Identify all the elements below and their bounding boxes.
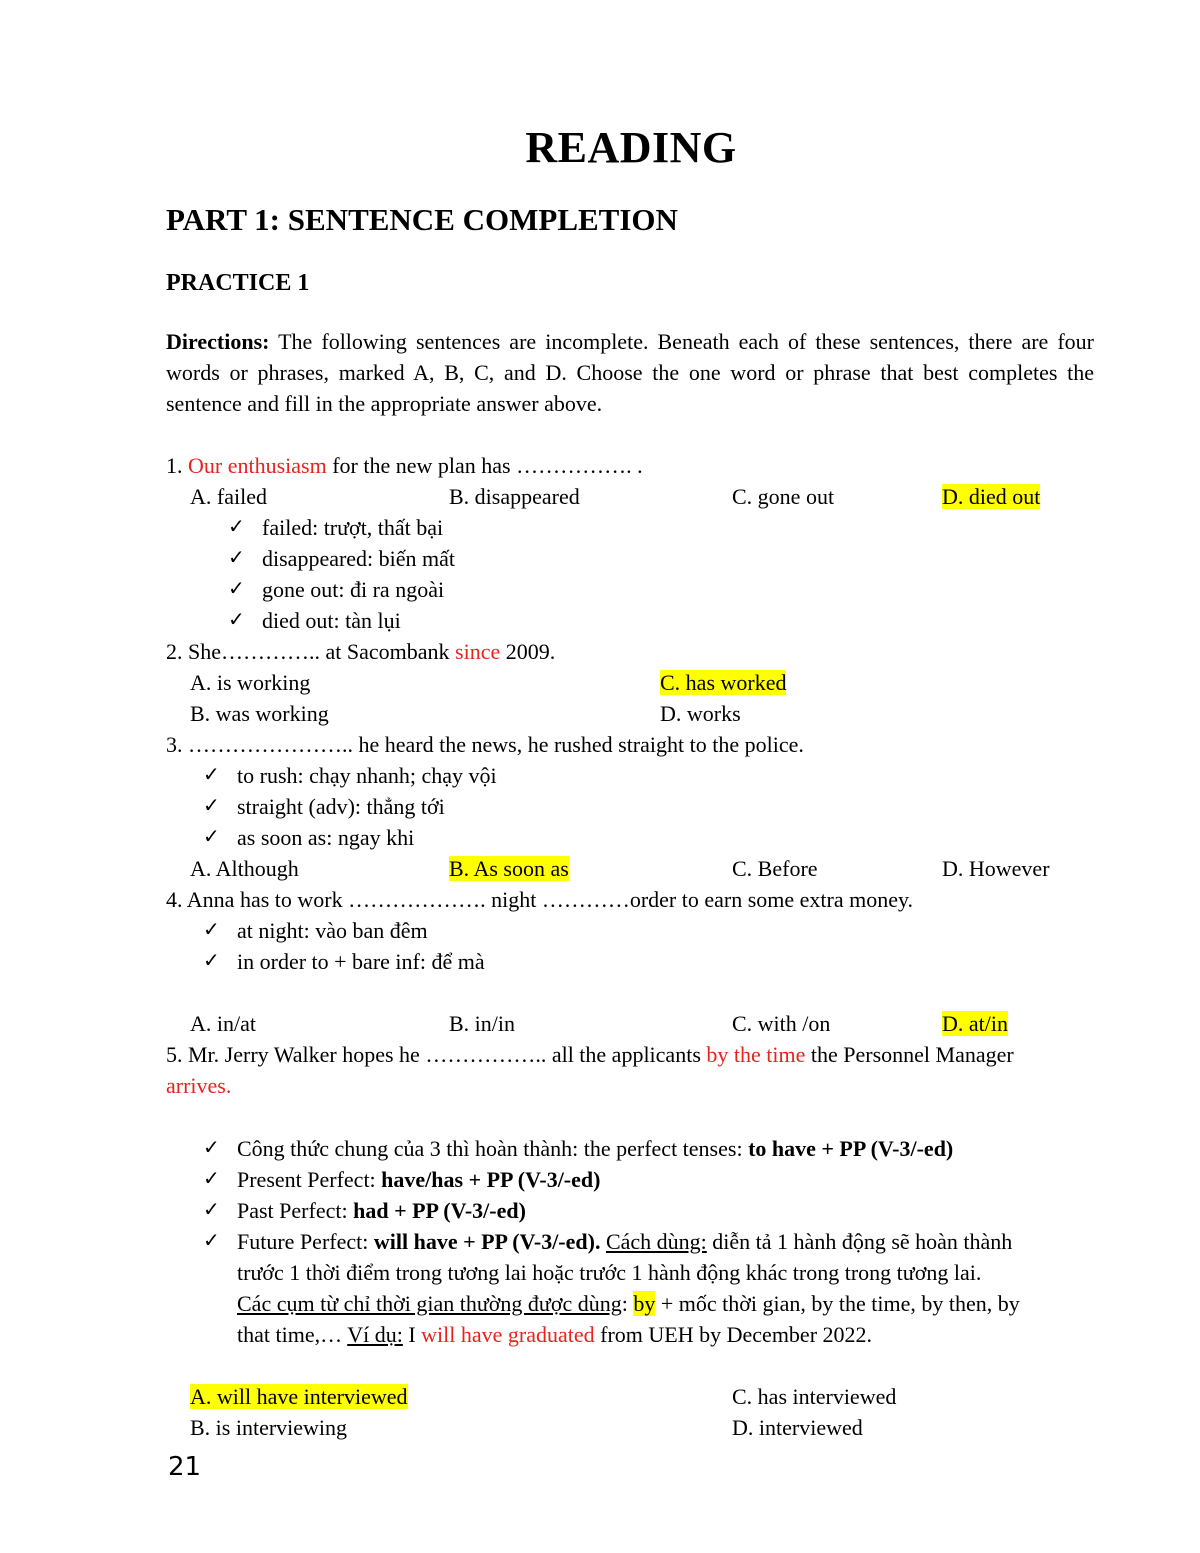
q3-option-b bbox=[449, 853, 569, 884]
q5-note-continued: trước 1 thời điểm trong tương lai hoặc trước 1 hành động khác trong trong tương lai. bbox=[237, 1260, 982, 1285]
q4-option-b: B. in/in bbox=[449, 1011, 516, 1036]
q4-option-a: A. in/at bbox=[190, 1011, 256, 1036]
directions-text: The following sentences are incomplete. Beneath each of these sentences, there are four words or phrases, marked A, B, C, and D. Choose the one word or phrase that best completes the sentence and fill in the appropriate answer above. bbox=[166, 329, 1094, 416]
q3-note: as soon as: ngay khi bbox=[237, 825, 415, 850]
page-number: 21 bbox=[168, 1452, 202, 1482]
q4-option-c: C. with /on bbox=[732, 1011, 831, 1036]
answer-highlight: B. As soon as bbox=[449, 856, 569, 881]
part-heading: PART 1: SENTENCE COMPLETION bbox=[166, 202, 678, 237]
check-icon: ✓ bbox=[203, 764, 220, 786]
q5-note: Past Perfect: had + PP (V-3/-ed) bbox=[237, 1198, 526, 1223]
answer-highlight: C. has worked bbox=[660, 670, 787, 695]
check-icon: ✓ bbox=[203, 1199, 220, 1221]
q2-option-c bbox=[660, 667, 786, 698]
q1-note: disappeared: biến mất bbox=[262, 546, 456, 571]
question-4: 4. Anna has to work ………………. night …………order to earn some extra money. bbox=[166, 887, 914, 912]
question-2: 2. She………….. at Sacombank since 2009. bbox=[166, 639, 556, 664]
check-icon: ✓ bbox=[228, 547, 245, 569]
q3-option-a: A. Although bbox=[190, 856, 299, 881]
directions-paragraph bbox=[166, 326, 1094, 419]
check-icon: ✓ bbox=[203, 919, 220, 941]
q5-highlight-text: by the time bbox=[706, 1042, 806, 1067]
q2-option-b: B. was working bbox=[190, 701, 329, 726]
q2-option-d: D. works bbox=[660, 701, 741, 726]
q1-note: died out: tàn lụi bbox=[262, 608, 401, 633]
q5-option-b: B. is interviewing bbox=[190, 1415, 348, 1440]
q3-note: to rush: chạy nhanh; chạy vội bbox=[237, 763, 497, 788]
q4-note: in order to + bare inf: để mà bbox=[237, 949, 485, 974]
q2-highlight-text: since bbox=[455, 639, 501, 664]
q4-option-d bbox=[942, 1008, 1008, 1039]
q1-option-b: B. disappeared bbox=[449, 484, 580, 509]
q5-continued: arrives. bbox=[166, 1073, 232, 1098]
q1-option-a: A. failed bbox=[190, 484, 267, 509]
q5-note-continued: that time,… Ví dụ: I will have graduated from UEH by December 2022. bbox=[237, 1322, 873, 1347]
q3-option-d: D. However bbox=[942, 856, 1050, 881]
q1-option-c: C. gone out bbox=[732, 484, 835, 509]
page-title: READING bbox=[525, 123, 737, 172]
q5-note: Present Perfect: have/has + PP (V-3/-ed) bbox=[237, 1167, 601, 1192]
answer-highlight: D. at/in bbox=[942, 1011, 1008, 1036]
check-icon: ✓ bbox=[228, 609, 245, 631]
practice-heading: PRACTICE 1 bbox=[166, 270, 310, 296]
q5-note-continued: Các cụm từ chỉ thời gian thường được dùng: by + mốc thời gian, by the time, by then, by bbox=[237, 1291, 1020, 1316]
check-icon: ✓ bbox=[203, 1168, 220, 1190]
directions-label: Directions: bbox=[166, 329, 270, 354]
question-1: 1. Our enthusiasm for the new plan has ……………. . bbox=[166, 453, 643, 478]
check-icon: ✓ bbox=[228, 578, 245, 600]
q5-option-a bbox=[190, 1381, 408, 1412]
answer-highlight: by bbox=[633, 1291, 656, 1316]
check-icon: ✓ bbox=[203, 1230, 220, 1252]
q3-note: straight (adv): thẳng tới bbox=[237, 794, 445, 819]
q4-note: at night: vào ban đêm bbox=[237, 918, 428, 943]
q5-option-c: C. has interviewed bbox=[732, 1384, 897, 1409]
q2-option-a: A. is working bbox=[190, 670, 311, 695]
question-5: 5. Mr. Jerry Walker hopes he …………….. all the applicants by the time the Personnel Manager bbox=[166, 1042, 1014, 1067]
question-3: 3. ………………….. he heard the news, he rushed straight to the police. bbox=[166, 732, 804, 757]
check-icon: ✓ bbox=[203, 1137, 220, 1159]
q3-option-c: C. Before bbox=[732, 856, 818, 881]
check-icon: ✓ bbox=[203, 950, 220, 972]
q5-option-d: D. interviewed bbox=[732, 1415, 863, 1440]
q1-note: gone out: đi ra ngoài bbox=[262, 577, 445, 602]
q5-note: Future Perfect: will have + PP (V-3/-ed). Cách dùng: diễn tả 1 hành động sẽ hoàn thành bbox=[237, 1229, 1013, 1254]
check-icon: ✓ bbox=[203, 826, 220, 848]
check-icon: ✓ bbox=[228, 516, 245, 538]
q1-option-d bbox=[942, 481, 1040, 512]
answer-highlight: A. will have interviewed bbox=[190, 1384, 408, 1409]
answer-highlight: D. died out bbox=[942, 484, 1041, 509]
q1-note: failed: trượt, thất bại bbox=[262, 515, 444, 540]
check-icon: ✓ bbox=[203, 795, 220, 817]
q5-note: Công thức chung của 3 thì hoàn thành: the perfect tenses: to have + PP (V-3/-ed) bbox=[237, 1136, 954, 1161]
q1-highlight-text: Our enthusiasm bbox=[188, 453, 327, 478]
